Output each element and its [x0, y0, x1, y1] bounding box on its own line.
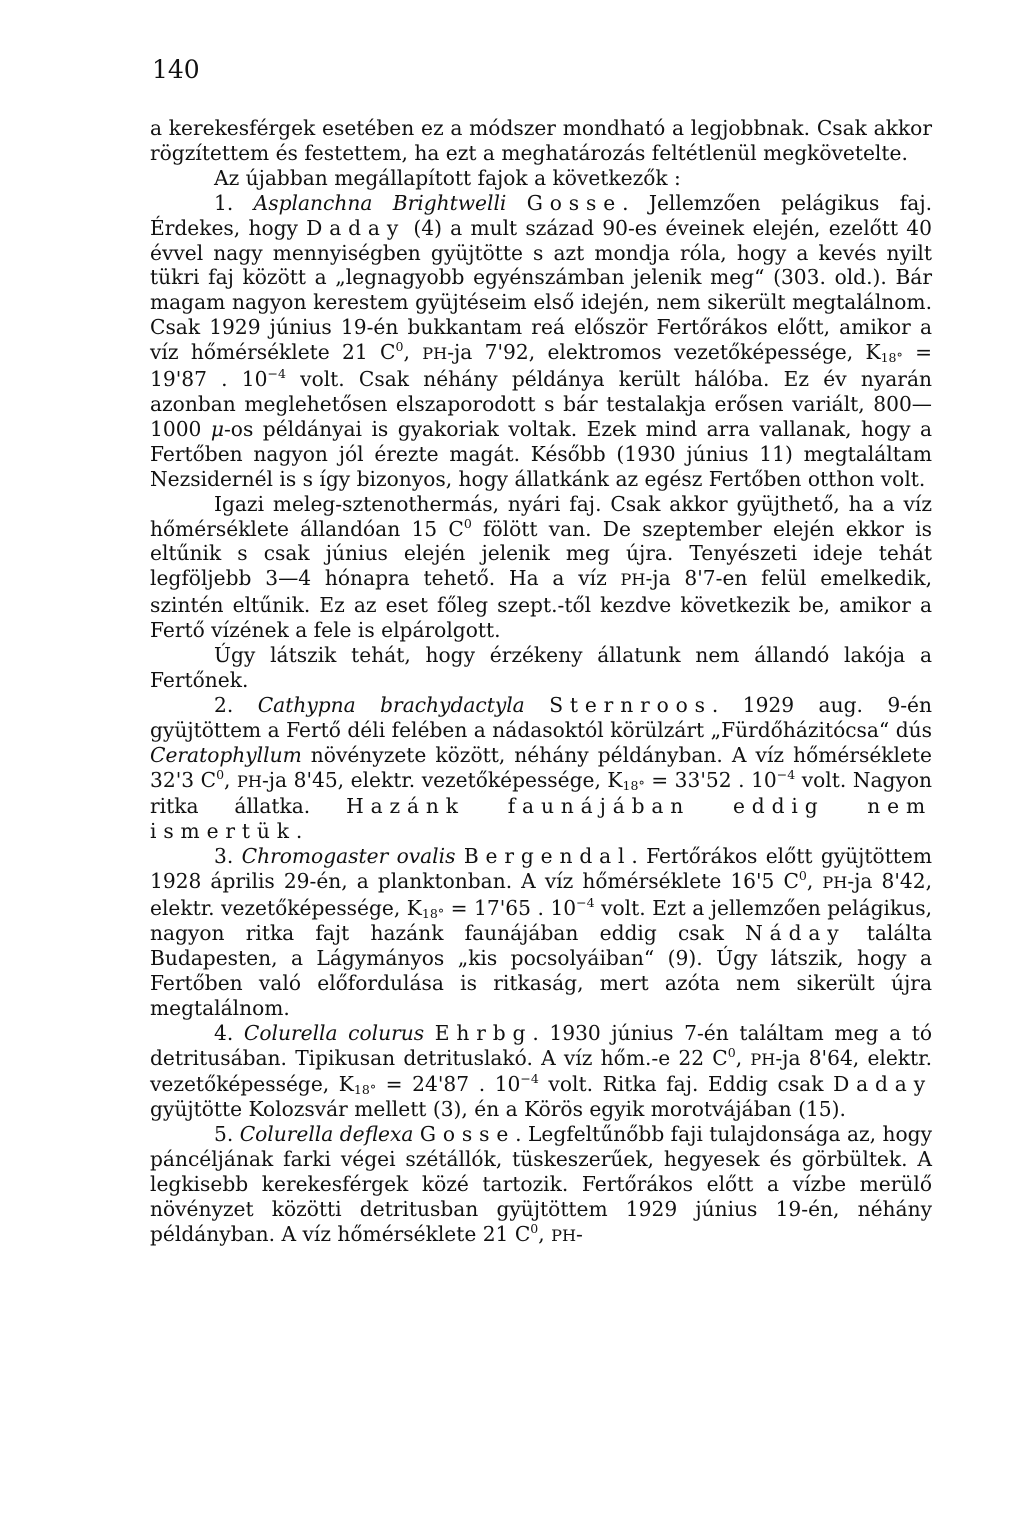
species-author: Bergendal	[463, 844, 632, 869]
species-name: Chromogaster ovalis	[241, 844, 456, 869]
person-name: Daday	[306, 215, 406, 240]
species-name: Cathypna brachydactyla	[257, 692, 525, 717]
person-name: Daday	[833, 1072, 932, 1097]
paragraph-conclusion: Úgy látszik tehát, hogy érzékeny állatunk nem állandó lakója a Fertőnek.	[150, 643, 932, 692]
species-entry-1: 1. Asplanchna Brightwelli Gosse. Jellemzően pelágikus faj. Érdekes, hogy Daday (4) a mult század 90-es éveinek elején, ezelőtt 40 évvel nagy mennyiségben gyüjtötte s azt mondja róla, hogy a kevés nyilt tükri faj között a „legnagyobb egyénszámban jelenik meg“ (303. old.). Bár magam nagyon kerestem gyüjtéseim első idején, nem sikerült megtalálnom. Csak 1929 június 19-én bukkantam reá először Fertőrákos előtt, amikor a víz hőmérséklete 21 $C^0$, PH-ja 7'92, elektromos vezetőképessége, $K_{18^\circ} = 19'87$ . $10^{-4}$ volt. Csak néhány példánya került hálóba. Ez év nyarán azonban meglehetősen elszaporodott s bár testalakja erősen variált, 800—1000 μ-os példányai is gyakoriak voltak. Ezek mind arra vallanak, hogy a Fertőben nagyon jól érezte magát. Később (1930 június 11) megtaláltam Nezsidernél is s így bizonyos, hogy állatkánk az egész Fertőben otthon volt.	[150, 190, 933, 491]
species-author: Gosse	[419, 1122, 516, 1147]
species-entry-3: 3. Chromogaster ovalis Bergendal. Fertőrákos előtt gyüjtöttem 1928 április 29-én, a planktonban. A víz hőmérséklete 16'5 $C^0$, PH-ja 8'42, elektr. vezetőképessége, $K_{18^\circ} = 17'65$ . $10^{-4}$ volt. Ezt a jellemzően pelágikus, nagyon ritka fajt hazánk faunájában eddig csak Náday találta Budapesten, a Lágymányos „kis pocsolyáiban“ (9). Úgy látszik, hogy a Fertőben való előfordulása is ritkaság, mert azóta nem sikerült újra megtalálnom.	[150, 844, 933, 1020]
species-entry-2: 2. Cathypna brachydactyla Sternroos. 1929 aug. 9-én gyüjtöttem a Fertő déli felében a nádasoktól körülzárt „Fürdőházitócsa“ dús Ceratophyllum növényzete között, néhány példányban. A víz hőmérséklete 32'3 $C^0$, PH-ja 8'45, elektr. vezetőképessége, $K_{18^\circ} = 33'52$ . $10^{-4}$ volt. Nagyon ritka állatka. Hazánk faunájában eddig nem ismertük.	[150, 692, 932, 844]
species-name: Colurella colurus	[243, 1020, 425, 1045]
species-name: Asplanchna Brightwelli	[253, 190, 507, 215]
paragraph-species-intro: Az újabban megállapított fajok a következők :	[214, 165, 681, 190]
article-body	[150, 116, 932, 1249]
species-entry-5: 5. Colurella deflexa Gosse. Legfeltűnőbb faji tulajdonsága az, hogy páncéljának farki végei szétállók, tüskeszerűek, hegyesek és görbültek. A legkisebb kerekesférgek közé tartozik. Fertőrákos előtt a vízbe merülő növényzet közötti detritusban gyüjtöttem 1929 június 19-én, néhány példányban. A víz hőmérséklete 21 $C^0$, PH-	[150, 1122, 933, 1246]
plant-name: Ceratophyllum	[150, 742, 302, 767]
species-author: Ehrbg	[434, 1020, 533, 1045]
species-author: Sternroos	[549, 692, 712, 717]
person-name: Náday	[745, 921, 846, 945]
page-number: 140	[152, 55, 200, 84]
paragraph-method: a kerekesférgek esetében ez a módszer mondható a legjobbnak. Csak akkor rögzítettem és festettem, ha ezt a meghatározás feltétlenül megkövetelte.	[150, 116, 932, 165]
species-author: Gosse	[526, 190, 623, 215]
paragraph-thermal: Igazi meleg-sztenothermás, nyári faj. Csak akkor gyüjthető, ha a víz hőmérséklete állandóan 15 $C^0$ fölött van. De szeptember elején ekkor is eltűnik s csak június elején jelenik meg újra. Tenyészeti ideje tehát legföljebb 3—4 hónapra tehető. Ha a víz PH-ja 8'7-en felül emelkedik, szintén eltűnik. Ez az eset főleg szept.-től kezdve következik be, amikor a Fertő vízének a fele is elpárolgott.	[150, 491, 932, 643]
species-name: Colurella deflexa	[239, 1122, 414, 1147]
emphasis-text: Hazánk faunájában eddig nem ismertük	[150, 794, 932, 844]
species-entry-4: 4. Colurella colurus Ehrbg. 1930 június 7-én találtam meg a tó detritusában. Tipikusan detrituslakó. A víz hőm.-e 22 $C^0$, PH-ja 8'64, elektr. vezetőképessége, $K_{18^\circ} = 24'87$ . $10^{-4}$ volt. Ritka faj. Eddig csak Daday gyüjtötte Kolozsvár mellett (3), én a Körös egyik morotvájában (15).	[150, 1020, 933, 1122]
